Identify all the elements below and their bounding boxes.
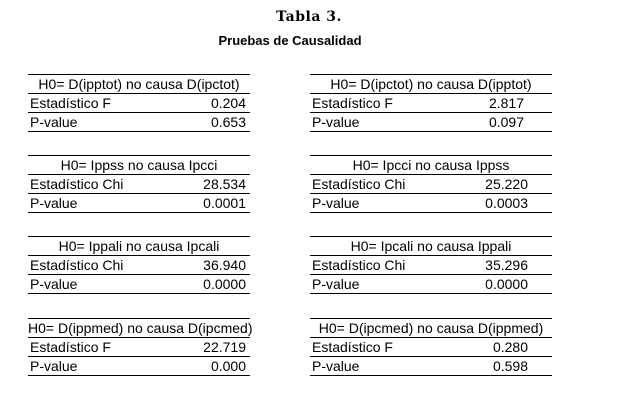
test-hypothesis: H0= D(ippmed) no causa D(ipcmed) bbox=[28, 320, 253, 336]
row-value: 0.0000 bbox=[203, 276, 246, 292]
pvalue-row bbox=[28, 275, 250, 294]
row-label: P-value bbox=[312, 358, 360, 374]
test-hypothesis: H0= Ipcci no causa Ippss bbox=[310, 155, 552, 175]
test-hypothesis: H0= Ippss no causa Ipcci bbox=[28, 155, 250, 175]
row-value: 0.0003 bbox=[485, 195, 528, 211]
row-value: 2.817 bbox=[488, 95, 524, 111]
row-label: P-value bbox=[30, 195, 78, 211]
row-value: 0.653 bbox=[210, 114, 246, 130]
test-table bbox=[310, 316, 552, 376]
row-value: 0.097 bbox=[488, 114, 524, 130]
pvalue-row bbox=[310, 275, 552, 294]
statistic-row bbox=[28, 94, 250, 113]
statistic-row bbox=[310, 338, 552, 357]
statistic-row bbox=[310, 175, 552, 194]
pvalue-row bbox=[28, 194, 250, 213]
row-value: 25.220 bbox=[485, 176, 528, 192]
row-label: Estadístico Chi bbox=[30, 257, 124, 273]
row-value: 0.204 bbox=[210, 95, 246, 111]
row-label: Estadístico F bbox=[30, 339, 111, 355]
row-label: P-value bbox=[312, 276, 360, 292]
test-hypothesis: H0= D(ipcmed) no causa D(ippmed) bbox=[310, 318, 552, 338]
test-table bbox=[28, 234, 250, 294]
test-table bbox=[310, 153, 552, 213]
statistic-row bbox=[28, 256, 250, 275]
row-label: P-value bbox=[30, 358, 78, 374]
pvalue-row bbox=[310, 194, 552, 213]
test-table bbox=[310, 234, 552, 294]
table-title: Tabla 3. bbox=[276, 9, 342, 25]
test-table bbox=[28, 72, 250, 132]
row-label: P-value bbox=[312, 195, 360, 211]
statistic-row bbox=[28, 338, 250, 357]
test-table bbox=[310, 72, 552, 132]
statistic-row bbox=[310, 94, 552, 113]
row-value: 0.598 bbox=[492, 358, 528, 374]
row-value: 36.940 bbox=[203, 257, 246, 273]
row-label: P-value bbox=[30, 114, 78, 130]
row-value: 35.296 bbox=[485, 257, 528, 273]
row-value: 0.0001 bbox=[203, 195, 246, 211]
test-hypothesis: H0= D(ipptot) no causa D(ipctot) bbox=[28, 74, 250, 94]
row-value: 0.0000 bbox=[485, 276, 528, 292]
row-value: 22.719 bbox=[203, 339, 246, 355]
test-hypothesis: H0= Ipcali no causa Ippali bbox=[310, 236, 552, 256]
row-value: 0.280 bbox=[492, 339, 528, 355]
row-label: P-value bbox=[30, 276, 78, 292]
test-hypothesis: H0= Ippali no causa Ipcali bbox=[28, 236, 250, 256]
row-value: 0.000 bbox=[210, 358, 246, 374]
statistic-row bbox=[28, 175, 250, 194]
row-value: 28.534 bbox=[203, 176, 246, 192]
row-label: Estadístico F bbox=[312, 95, 393, 111]
pvalue-row bbox=[28, 357, 250, 376]
pvalue-row bbox=[310, 113, 552, 132]
row-label: Estadístico Chi bbox=[312, 176, 406, 192]
test-hypothesis: H0= D(ipctot) no causa D(ipptot) bbox=[310, 74, 552, 94]
pvalue-row bbox=[28, 113, 250, 132]
test-table bbox=[28, 316, 253, 376]
row-label: Estadístico Chi bbox=[312, 257, 406, 273]
table-subtitle: Pruebas de Causalidad bbox=[218, 33, 362, 48]
test-table bbox=[28, 153, 250, 213]
row-label: Estadístico F bbox=[312, 339, 393, 355]
statistic-row bbox=[310, 256, 552, 275]
row-label: Estadístico Chi bbox=[30, 176, 124, 192]
row-label: P-value bbox=[312, 114, 360, 130]
row-label: Estadístico F bbox=[30, 95, 111, 111]
pvalue-row bbox=[310, 357, 552, 376]
